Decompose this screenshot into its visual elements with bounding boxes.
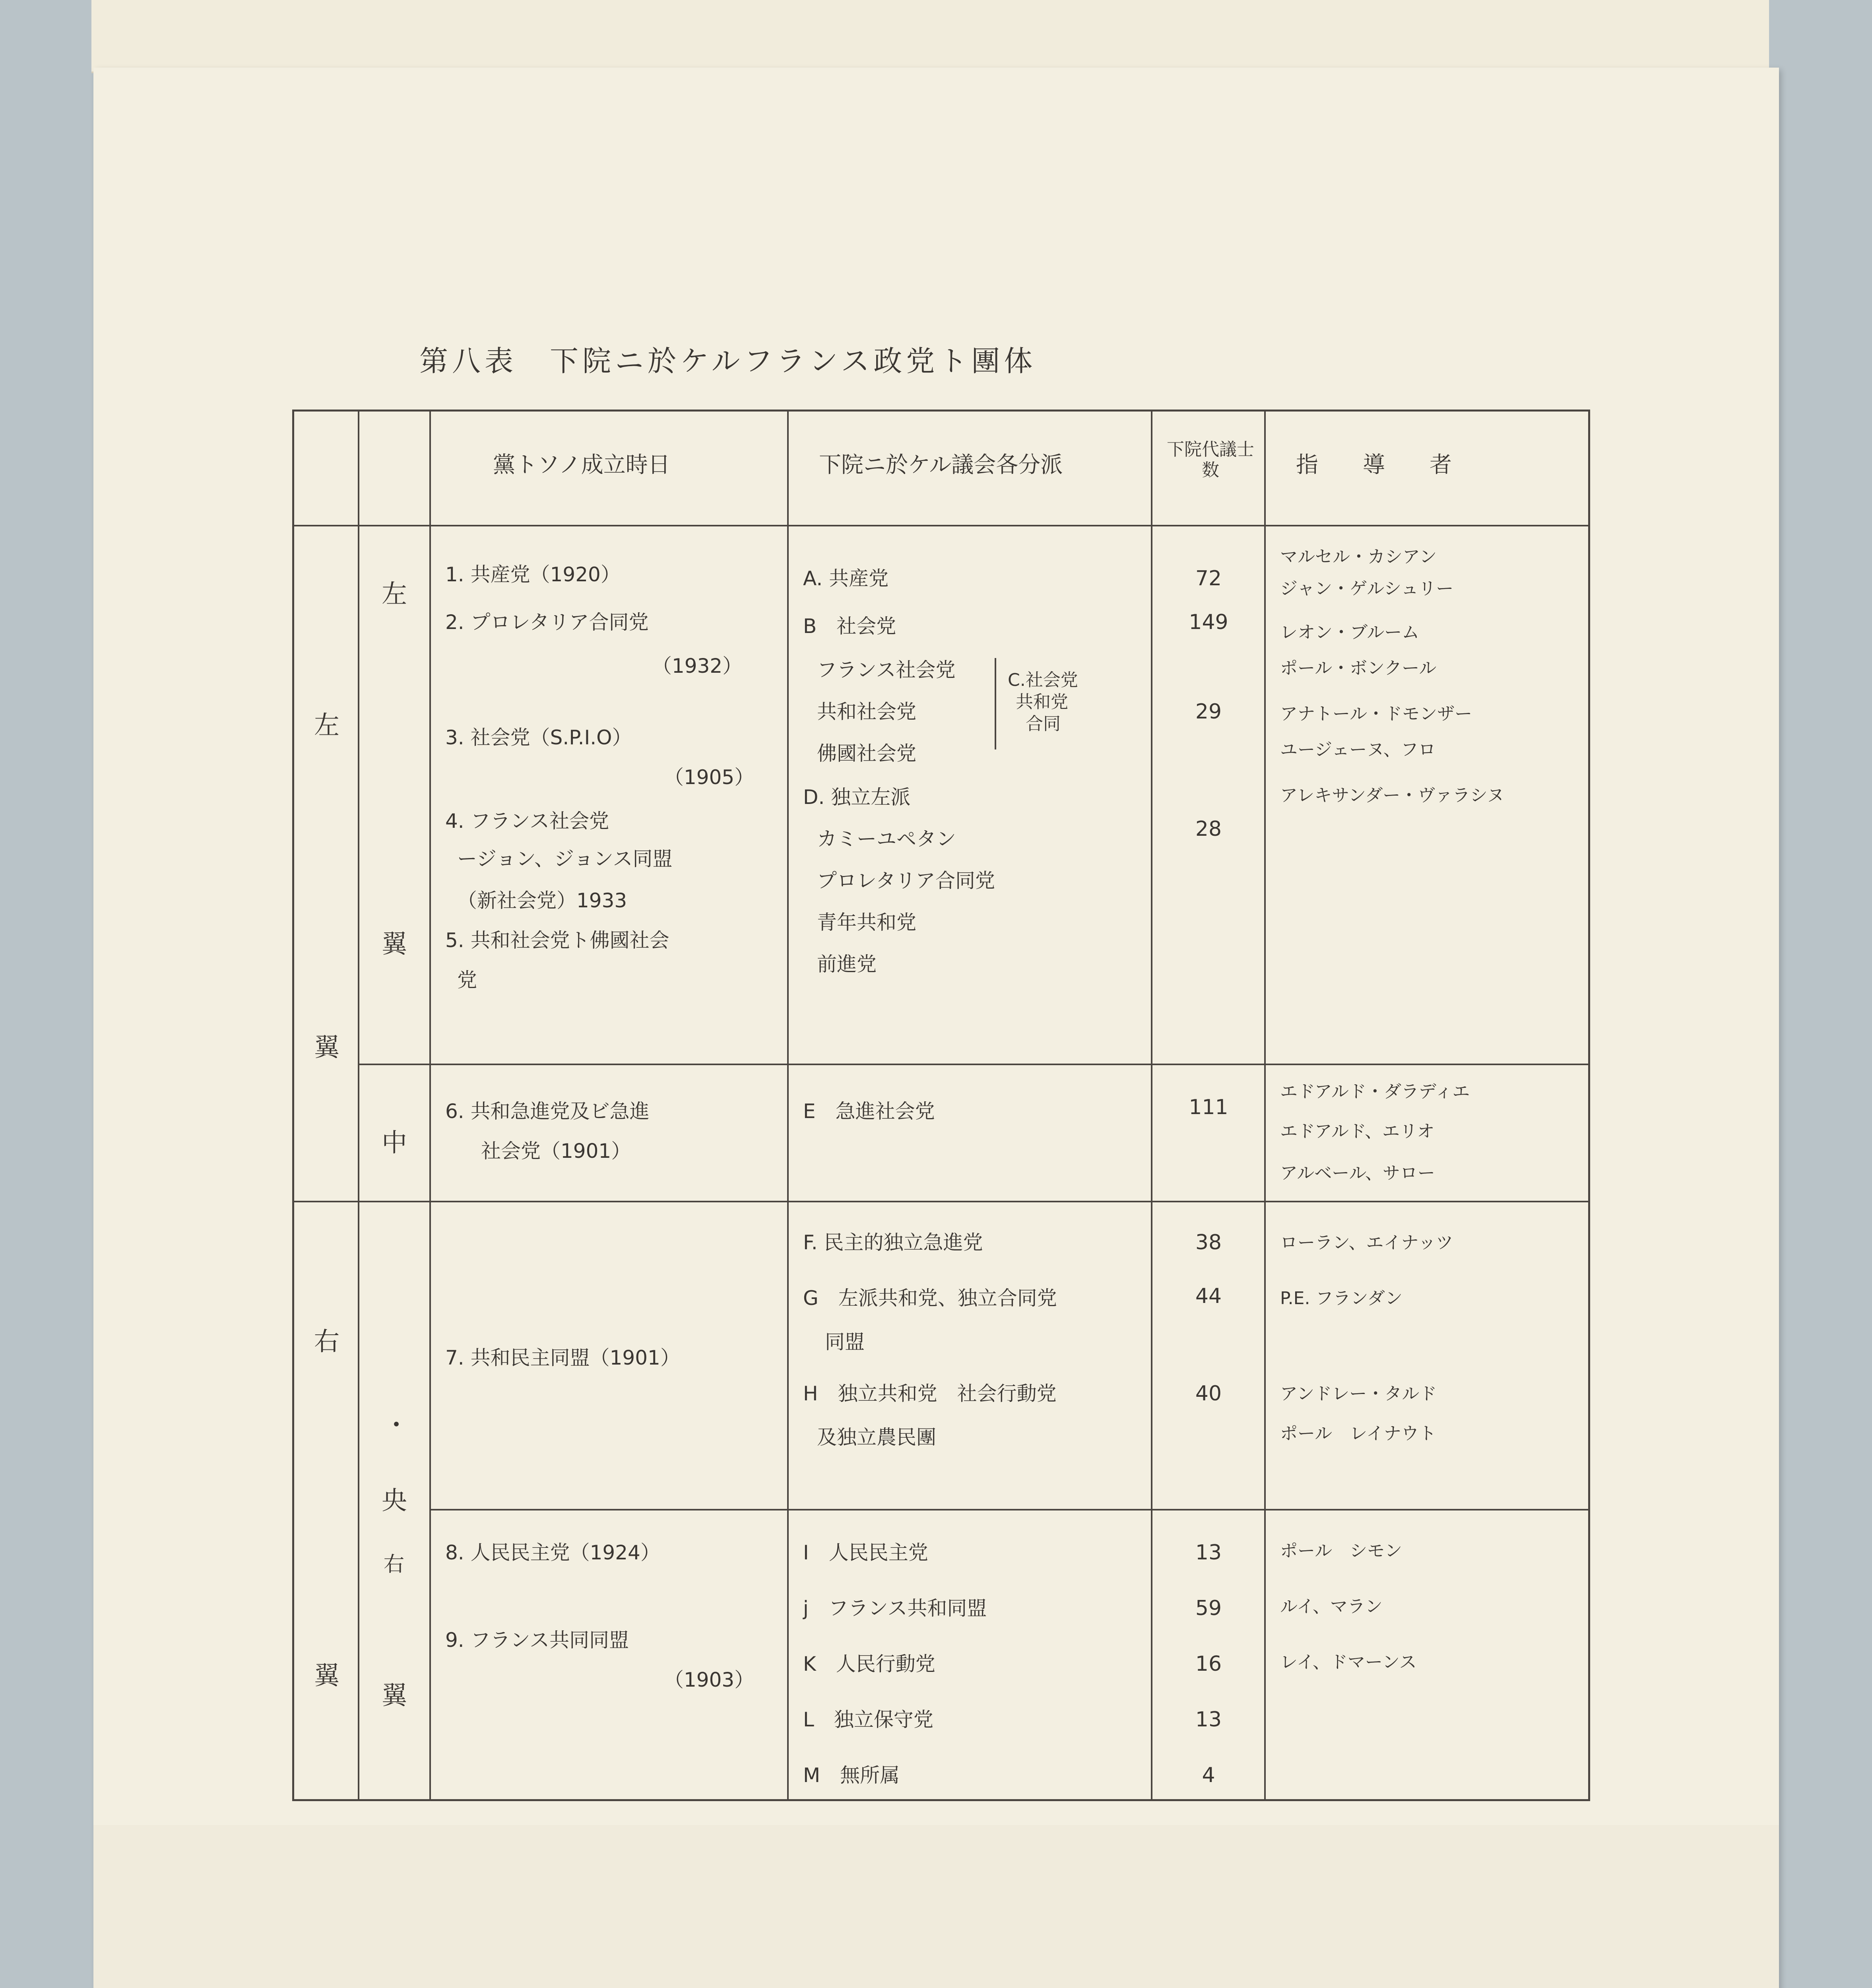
leader-name: エドアルド、エリオ <box>1280 1121 1435 1142</box>
leader-name: ポール・ボンクール <box>1280 658 1437 678</box>
leader-name: アナトール・ドモンザー <box>1280 704 1472 724</box>
brace-line <box>995 658 1007 749</box>
row-divider <box>358 1064 1588 1065</box>
sub-left-char: 左 <box>382 580 407 609</box>
deputy-count: 149 <box>1189 610 1228 634</box>
faction-entry: L 独立保守党 <box>803 1708 933 1731</box>
side-wing-char: 翼 <box>314 1661 339 1691</box>
faction-sub: 青年共和党 <box>817 911 916 934</box>
faction-entry: A. 共産党 <box>803 567 889 590</box>
header-factions: 下院ニ於ケル議会各分派 <box>819 452 1063 478</box>
deputy-count: 40 <box>1195 1382 1222 1406</box>
header-deputies: 下院代議士数 <box>1167 439 1254 480</box>
header-party-founding: 黨トソノ成立時日 <box>493 452 670 478</box>
header-leaders: 指 導 者 <box>1296 452 1452 478</box>
col-divider <box>1151 412 1152 1799</box>
leader-name: ポール レイナウト <box>1280 1423 1436 1444</box>
deputy-count: 44 <box>1195 1284 1222 1308</box>
party-entry-cont: 社会党（1901） <box>481 1140 631 1163</box>
party-entry: 6. 共和急進党及ビ急進 <box>445 1100 650 1123</box>
faction-entry: M 無所属 <box>803 1764 900 1787</box>
sub-right-char: 右 <box>384 1553 405 1576</box>
party-entry: 7. 共和民主同盟（1901） <box>445 1346 680 1369</box>
faction-entry: D. 独立左派 <box>803 786 911 809</box>
party-entry: 4. フランス社会党 <box>445 810 609 833</box>
row-divider <box>429 1509 1588 1510</box>
leader-name: ポール シモン <box>1280 1541 1403 1561</box>
party-table <box>292 410 1590 1801</box>
party-year: （1903） <box>664 1668 755 1691</box>
header-divider <box>294 525 1588 526</box>
faction-entry: j フランス共和同盟 <box>803 1597 987 1620</box>
deputy-count: 13 <box>1195 1541 1222 1565</box>
previous-page-edge <box>91 0 1769 73</box>
table-title: 第八表 下院ニ於ケルフランス政党ト團体 <box>419 344 1037 378</box>
deputy-count: 4 <box>1202 1763 1215 1787</box>
leader-name: レオン・ブルーム <box>1280 622 1420 643</box>
faction-sub: 同盟 <box>825 1330 865 1353</box>
faction-entry: F. 民主的独立急進党 <box>803 1231 983 1254</box>
faction-sub: 前進党 <box>817 953 877 976</box>
col-divider <box>429 412 431 1799</box>
side-right-char: 右 <box>314 1327 339 1357</box>
deputy-count: 72 <box>1195 567 1222 590</box>
faction-entry: B 社会党 <box>803 615 896 638</box>
col-divider <box>787 412 789 1799</box>
page-lower-fold <box>93 1825 1779 1988</box>
leader-name: アルベール、サロー <box>1280 1163 1435 1183</box>
sub-wing-char: 翼 <box>382 930 407 959</box>
side-wing-char: 翼 <box>314 1033 339 1062</box>
deputy-count: 59 <box>1195 1596 1222 1620</box>
leader-name: エドアルド・ダラディエ <box>1280 1081 1470 1102</box>
deputy-count: 13 <box>1195 1708 1222 1732</box>
faction-entry: H 独立共和党 社会行動党 <box>803 1382 1057 1405</box>
faction-group: C.社会党 <box>1008 670 1078 690</box>
party-entry: 5. 共和社会党ト佛國社会 <box>445 929 669 952</box>
document-page <box>93 68 1779 1988</box>
faction-group: 共和党 <box>1016 692 1068 712</box>
faction-sub: フランス社会党 <box>817 658 956 681</box>
deputy-count: 38 <box>1195 1231 1222 1254</box>
faction-entry: E 急進社会党 <box>803 1100 935 1123</box>
party-entry-cont: ージョン、ジョンス同盟 <box>457 847 673 870</box>
faction-sub: 及独立農民團 <box>817 1426 936 1449</box>
leader-name: ジャン・ゲルシュリー <box>1280 579 1454 599</box>
leader-name: アンドレー・タルド <box>1280 1384 1437 1404</box>
sub-center-char: 中 <box>382 1128 407 1158</box>
sub-wing-char: 翼 <box>382 1681 407 1710</box>
party-year: （1905） <box>664 766 755 789</box>
deputy-count: 111 <box>1189 1095 1228 1119</box>
sub-center-char: 央 <box>382 1486 407 1516</box>
faction-sub: カミーユペタン <box>817 827 956 850</box>
faction-sub: プロレタリア合同党 <box>817 869 995 892</box>
faction-entry: G 左派共和党、独立合同党 <box>803 1287 1057 1310</box>
sub-dot: ・ <box>384 1411 409 1440</box>
faction-sub: 共和社会党 <box>817 700 916 723</box>
party-year: （1932） <box>652 654 743 678</box>
party-entry: 9. フランス共同同盟 <box>445 1629 629 1652</box>
leader-name: マルセル・カシアン <box>1280 547 1437 567</box>
faction-sub: 佛國社会党 <box>817 742 916 765</box>
faction-entry: K 人民行動党 <box>803 1652 935 1675</box>
leader-name: P.E. フランダン <box>1280 1288 1403 1309</box>
deputy-count: 29 <box>1195 700 1222 724</box>
party-entry: 3. 社会党（S.P.I.O） <box>445 726 632 749</box>
deputy-count: 16 <box>1195 1652 1222 1676</box>
faction-group: 合同 <box>1026 714 1061 734</box>
leader-name: ルイ、マラン <box>1280 1596 1383 1617</box>
party-entry-cont: 党 <box>457 969 477 992</box>
leader-name: ローラン、エイナッツ <box>1280 1233 1453 1253</box>
leader-name: アレキサンダー・ヴァラシヌ <box>1280 785 1505 806</box>
party-entry: 8. 人民民主党（1924） <box>445 1541 660 1564</box>
leader-name: ユージェーヌ、フロ <box>1280 740 1436 760</box>
col-divider <box>358 412 359 1799</box>
party-entry: 1. 共産党（1920） <box>445 563 621 586</box>
col-divider <box>1264 412 1266 1799</box>
faction-entry: I 人民民主党 <box>803 1541 928 1564</box>
deputy-count: 28 <box>1195 817 1222 841</box>
leader-name: レイ、ドマーンス <box>1280 1652 1417 1672</box>
party-entry: 2. プロレタリア合同党 <box>445 611 649 634</box>
side-left-char: 左 <box>314 711 339 740</box>
row-divider <box>294 1201 1588 1202</box>
party-entry-cont: （新社会党）1933 <box>457 889 627 912</box>
